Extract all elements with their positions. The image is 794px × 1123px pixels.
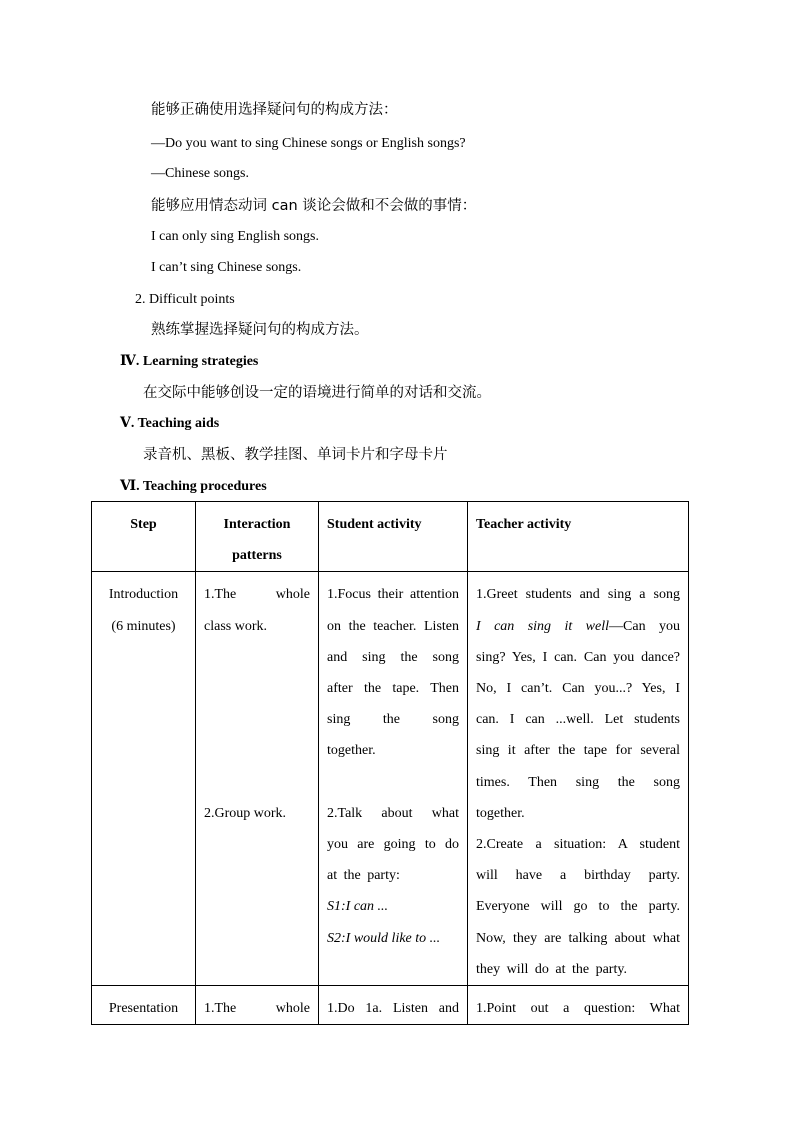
difficult-points-content: 熟练掌握选择疑问句的构成方法。	[151, 322, 369, 338]
header-interaction-line-2: patterns	[232, 548, 282, 564]
teacher-activity-a-post: —Can you sing? Yes, I can. Can you dance? No, I can’t. Can you...? Yes, I can. I can ...well. Let students sing it after the tape for several times. Then sing the song together.	[476, 618, 680, 821]
section-content-learning-strategies: 在交际中能够创设一定的语境进行简单的对话和交流。	[143, 385, 491, 401]
interaction-presentation-line: 1.The whole	[204, 1001, 310, 1017]
table-row-introduction	[92, 572, 689, 986]
header-teacher-activity: Teacher activity	[468, 502, 689, 572]
interaction-presentation	[196, 986, 319, 1025]
table-row-presentation	[92, 986, 689, 1025]
student-activity-introduction	[319, 572, 468, 986]
step-introduction-title: Introduction	[108, 587, 179, 603]
objective-line-4: 能够应用情态动词 can 谈论会做和不会做的事情：	[151, 198, 477, 214]
section-content-teaching-aids: 录音机、黑板、教学挂图、单词卡片和字母卡片	[143, 447, 448, 463]
objective-line-1: 能够正确使用选择疑问句的构成方法：	[151, 102, 398, 118]
objective-line-2: —Do you want to sing Chinese songs or English songs?	[151, 136, 466, 151]
teacher-activity-b: 2.Create a situation: A student will have a birthday party. Everyone will go to the party. Now, they are talking about what they will do at the party.	[476, 837, 680, 977]
teacher-activity-presentation	[468, 986, 689, 1025]
student-activity-b-s1: S1:I can ...	[327, 899, 389, 915]
step-introduction-duration: (6 minutes)	[111, 618, 176, 634]
teacher-activity-introduction	[468, 572, 689, 986]
student-activity-b-s2: S2:I would like to ...	[327, 930, 441, 946]
section-heading-learning-strategies: Ⅳ. Learning strategies	[120, 354, 259, 369]
header-step: Step	[92, 502, 196, 572]
header-student-activity: Student activity	[319, 502, 468, 572]
teaching-procedures-table	[91, 501, 689, 1025]
teacher-activity-a-song: I can sing it well	[476, 618, 610, 634]
student-activity-b: 2.Talk about what you are going to do at the party:	[327, 805, 459, 884]
objective-line-6: I can’t sing Chinese songs.	[151, 260, 302, 275]
step-introduction	[92, 572, 196, 986]
objective-line-5: I can only sing English songs.	[151, 229, 319, 244]
teacher-activity-a-pre: 1.Greet students and sing a song	[476, 587, 680, 603]
student-activity-presentation-line: 1.Do 1a. Listen and	[327, 1001, 459, 1017]
teacher-activity-presentation-line: 1.Point out a question: What	[476, 1001, 680, 1017]
interaction-whole-class-1: 1.The whole	[204, 587, 310, 603]
section-heading-teaching-aids: Ⅴ. Teaching aids	[120, 416, 220, 431]
interaction-whole-class-2: class work.	[204, 618, 267, 634]
header-interaction-line-1: Interaction	[223, 517, 291, 532]
section-heading-teaching-procedures: Ⅵ. Teaching procedures	[120, 479, 267, 494]
interaction-group-work: 2.Group work.	[204, 805, 287, 821]
teacher-activity-a	[476, 579, 680, 829]
student-activity-presentation	[319, 986, 468, 1025]
difficult-points-heading: 2. Difficult points	[135, 292, 235, 307]
step-presentation: Presentation	[92, 986, 196, 1025]
objective-line-3: —Chinese songs.	[151, 166, 249, 181]
table-header-row	[92, 502, 689, 572]
interaction-introduction	[196, 572, 319, 986]
student-activity-a: 1.Focus their attention on the teacher. Listen and sing the song after the tape. Then sing the song together.	[327, 587, 459, 759]
header-interaction	[196, 502, 319, 572]
